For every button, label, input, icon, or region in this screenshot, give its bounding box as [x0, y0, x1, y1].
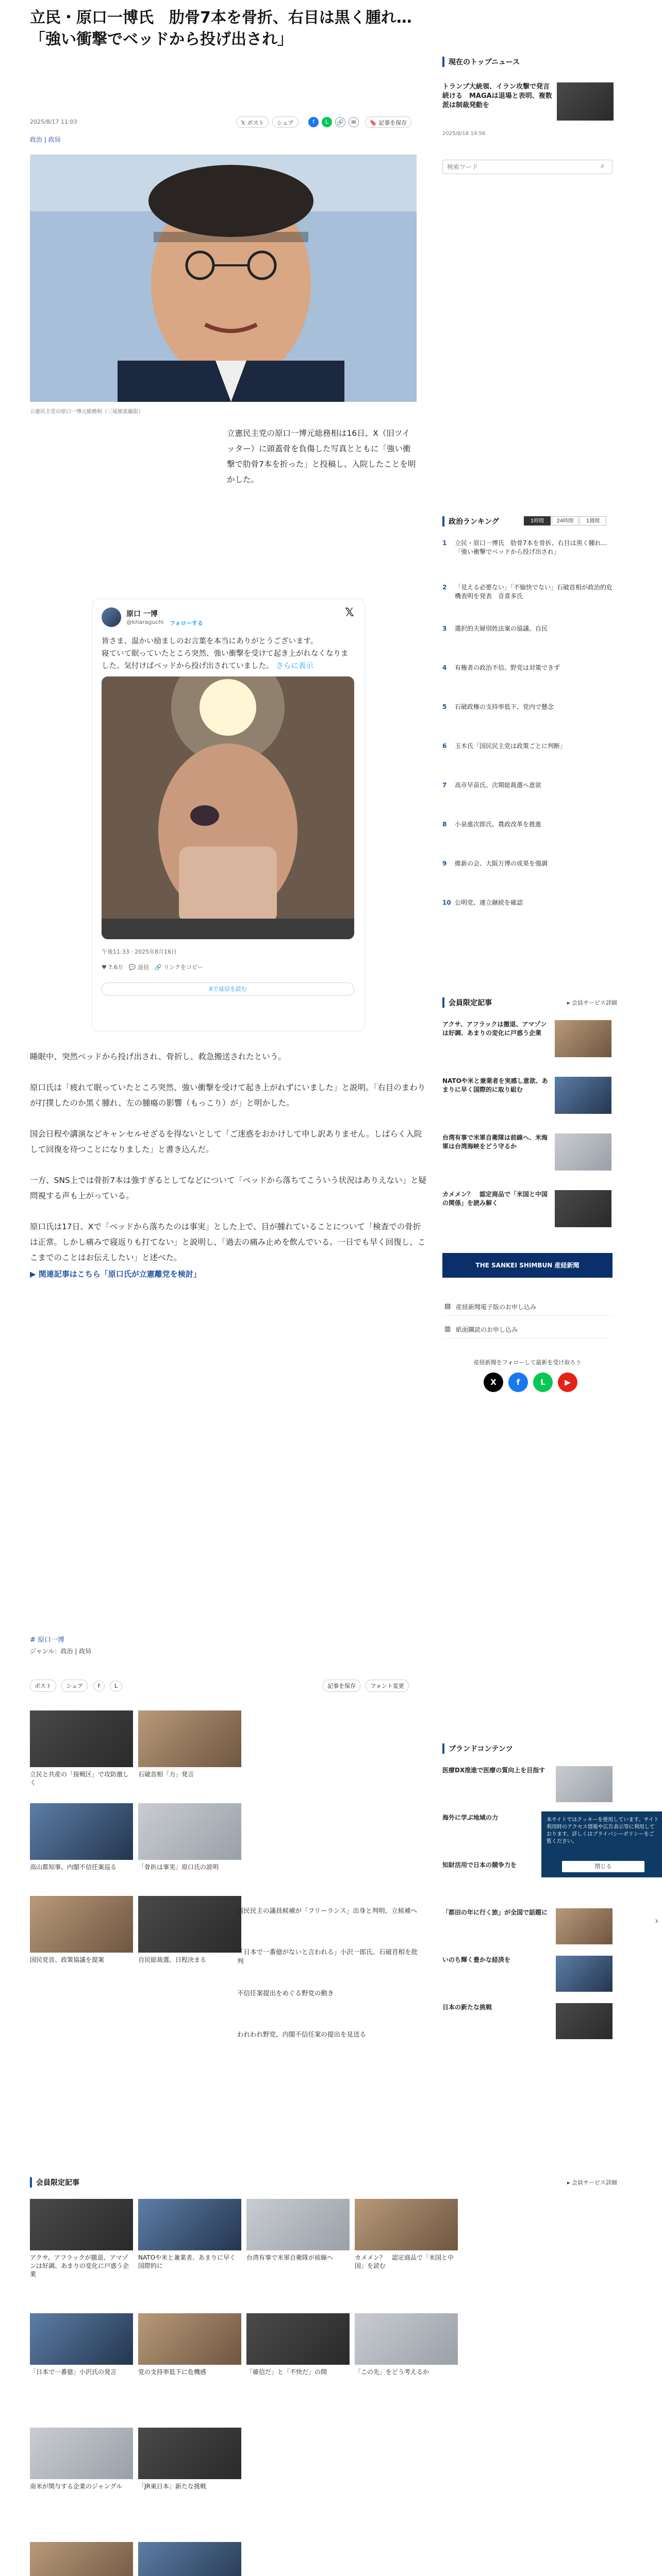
tweet-handle[interactable]: @kharaguchi — [126, 619, 164, 625]
member-article-image — [555, 1020, 611, 1057]
news-card[interactable]: 国民党首、政策協議を提案 — [30, 1896, 133, 1964]
ranking-item[interactable]: 8 小泉進次郎氏、農政改革を推進 — [442, 821, 542, 828]
member-service-link-2[interactable]: ▸ 会員サービス詳細 — [567, 2179, 618, 2186]
news-card[interactable]: 高山都知事、内閣不信任案巡る — [30, 1803, 133, 1871]
ranking-tab-1w[interactable]: 1週間 — [580, 516, 606, 526]
member-article-item[interactable]: NATOや米と兼業者を実感し意欲、あまりに早く国際的に取り組む — [442, 1077, 613, 1118]
ranking-item[interactable]: 6 玉木氏「国民民主党は政策ごとに判断」 — [442, 742, 567, 750]
sankei-banner[interactable]: THE SANKEI SHIMBUN 産経新聞 — [442, 1253, 613, 1278]
brand-content-heading: ブランドコンテンツ — [442, 1743, 513, 1754]
member-card[interactable]: 南米が関与する企業のジャングル — [30, 2428, 133, 2490]
tweet-photo[interactable] — [102, 676, 354, 939]
save-article-button[interactable]: 記事を保存 — [323, 1680, 360, 1692]
ranking-item[interactable]: 3 選択的夫婦別姓法案の協議、自民 — [442, 625, 548, 632]
member-card[interactable]: 台湾有事で米軍自衛隊が前線へ — [246, 2199, 350, 2262]
facebook-icon[interactable]: f — [308, 117, 319, 127]
line-icon[interactable]: L — [110, 1681, 122, 1691]
tweet-read-replies-button[interactable]: Xで返信を読む — [102, 982, 354, 996]
share-button[interactable]: シェア — [272, 116, 299, 128]
news-card[interactable]: 立民と共産の「接戦区」で攻防激しく — [30, 1710, 133, 1787]
save-bar — [320, 1680, 409, 1692]
member-article-image — [555, 1077, 611, 1114]
member-article-item[interactable]: アクサ、アフラックは撤退、アマゾンは好調、あまりの変化に戸惑う企業 — [442, 1020, 613, 1061]
article-tags[interactable]: 政治 | 政局 — [30, 136, 61, 143]
member-article-item[interactable]: カメメン？ 認定商品で「米国と中国の関係」を読み解く — [442, 1190, 613, 1231]
ranking-item[interactable]: 10 公明党、連立継続を確認 — [442, 899, 523, 906]
tweet-actions[interactable]: ♥ 7.6万 💬 返信 🔗 リンクをコピー — [102, 964, 203, 971]
member-card[interactable]: 党の支持率低下に危機感 — [138, 2313, 241, 2376]
tweet-time[interactable]: 午後11:33 · 2025年8月16日 — [102, 948, 177, 955]
top-news-image[interactable] — [557, 82, 614, 121]
news-card[interactable]: 石破首相「力」発言 — [138, 1710, 241, 1778]
member-articles-heading-2: 会員限定記事 — [30, 2177, 79, 2188]
line-icon[interactable]: L — [533, 1372, 553, 1392]
ranking-tab-24h[interactable]: 24時間 — [552, 516, 578, 526]
top-news-date: 2025/8/18 14:56 — [442, 131, 486, 137]
member-card[interactable]: カメメン？ 認定商品で「米国と中国」を読む — [355, 2199, 458, 2270]
photo-caption: 立憲民主党の原口一博元総務相（三尾郁恵撮影） — [30, 409, 143, 415]
ranking-item[interactable]: 7 高市早苗氏、次期総裁選へ意欲 — [442, 782, 542, 789]
member-articles-heading: 会員限定記事 — [442, 997, 492, 1008]
genre-tag[interactable]: ジャンル：政治 | 政局 — [30, 1648, 92, 1655]
post-button[interactable]: ポスト — [30, 1680, 56, 1692]
save-article-button[interactable]: 🔖 記事を保存 — [365, 116, 411, 128]
youtube-icon[interactable]: ▶ — [558, 1372, 577, 1392]
post-button[interactable]: 𝕏 ポスト — [236, 116, 269, 128]
cookie-close-button[interactable]: 閉じる — [562, 1861, 644, 1872]
author-tag[interactable]: # 原口一博 — [30, 1636, 65, 1644]
member-card[interactable]: 「JR東日本」新たな挑戦 — [138, 2428, 241, 2490]
facebook-icon[interactable]: f — [508, 1372, 528, 1392]
link-icon[interactable]: 🔗 — [335, 117, 345, 127]
font-change-button[interactable]: フォント変更 — [366, 1680, 408, 1692]
top-news-heading: 現在のトップニュース — [442, 57, 520, 67]
member-card[interactable]: 「日本で一番億」小沢氏の発言 — [30, 2313, 133, 2376]
share-button[interactable]: シェア — [61, 1680, 88, 1692]
article-meta — [30, 116, 427, 128]
tweet-follow-button[interactable]: フォローする — [170, 620, 203, 626]
member-article-image — [555, 1133, 611, 1171]
document-icon: ▤ — [444, 1302, 451, 1310]
news-card[interactable]: 「骨折は事実」原口氏の説明 — [138, 1803, 241, 1871]
main-photo — [30, 155, 417, 402]
member-card[interactable]: NATOや米と兼業者、あまりに早く国際的に — [138, 2199, 241, 2270]
follow-text: 産経新聞をフォローして最新を受け取ろう — [473, 1359, 582, 1366]
tweet-more-link[interactable]: さらに表示 — [276, 662, 313, 670]
news-list-item[interactable]: 「日本で一番億がないと言われる」小沢一郎氏、石破首相を批判 — [237, 1948, 418, 1965]
news-list-item[interactable]: 不信任案提出をめぐる野党の動き — [237, 1989, 334, 1997]
ranking-heading: 政治ランキング — [442, 516, 499, 527]
ranking-item[interactable]: 5 石破政権の支持率低下、党内で懸念 — [442, 703, 554, 710]
search-input[interactable] — [442, 160, 613, 174]
newspaper-icon: ▥ — [444, 1325, 451, 1333]
member-card[interactable] — [138, 2542, 241, 2576]
tweet-text: 皆さま、温かい励ましのお言葉を本当にありがとうございます。 寝ていて眠っていたところ突然、強い衝撃を受けて起き上がれなくなりました。気付けばベッドから投げ出されていました。 さらに表示 — [102, 637, 349, 670]
member-card[interactable] — [30, 2542, 133, 2576]
article-paragraph-1: 立憲民主党の原口一博元総務相は16日、X（旧ツイッター）に頭蓋骨を負傷した写真とともに「強い衝撃で肋骨7本を折った」と投稿し、入院したことを明かした。 — [227, 429, 416, 484]
embedded-tweet[interactable] — [92, 599, 365, 1031]
x-logo-icon[interactable]: 𝕏 — [345, 606, 354, 619]
facebook-icon[interactable]: f — [93, 1681, 105, 1691]
cookie-notice: 本サイトではクッキーを使用しています。サイト利用時のアクセス情報や広告表示等に利用しております。詳しくはプライバシーポリシーをご覧ください。 閉じる — [541, 1811, 662, 1877]
member-card[interactable]: 「この先」をどう考えるか — [355, 2313, 458, 2376]
share-bar — [30, 1680, 252, 1691]
article-paragraph-2: 睡眠中、突然ベッドから投げ出され、骨折し、救急搬送されたという。 原口氏は「疲れて眠っていたところ突然、強い衝撃を受けて起き上がれずにいました」と説明。「右目のまわりが打撲したのか黒く腫れ、左の腫瘍の影響（もっこり）が」と明かした。 国会日程や講演などキャンセルせざるを得ないとして「ご迷惑をおかけして申し訳ありません。しばらく入院して回復を待つことになりました」と書き込んだ。 一方、SNS上では骨折7本は強すぎるとしてなどについて「ベッドから落ちてこういう状況はありえない」と疑問視する声も上がっている。 原口氏は17日、Xで「ベッドから落ちたのは事実」とした上で、目が腫れていることについて「検査での骨折は正常。しかし痛みで寝返りも打てない」と説明し、「過去の痛み止めを飲んでいる。一日でも早く回復し、ここまでのことはお伝えしたい」と述べた。 — [30, 1052, 427, 1262]
paper-subscribe-link[interactable]: ▥ 紙面購読のお申し込み — [442, 1321, 613, 1338]
ranking-item[interactable]: 9 維新の会、大阪万博の成果を強調 — [442, 860, 548, 867]
member-card[interactable]: アクサ、アフラックが撤退、アマゾンは好調、あまりの変化に戸惑う企業 — [30, 2199, 133, 2278]
news-card[interactable]: 自民総裁選、日程決まる — [138, 1896, 241, 1964]
member-card[interactable]: 「確信だ」と「不快だ」の間 — [246, 2313, 350, 2376]
search-icon[interactable]: ⌕ — [601, 162, 605, 170]
related-article-link[interactable]: ▶ 関連記事はこちら「原口氏が立憲離党を検討」 — [30, 1269, 201, 1279]
member-article-item[interactable]: 台湾有事で米軍自衛隊は前線へ、米海軍は台湾海峡をどう守るか — [442, 1133, 613, 1175]
digital-subscribe-link[interactable]: ▤ 産経新聞電子版のお申し込み — [442, 1298, 613, 1316]
top-news-title[interactable]: トランプ大統領、イラン攻撃で発言続ける MAGAは退場と表明、複数派は制裁発動を — [442, 83, 552, 109]
tweet-avatar[interactable] — [102, 607, 121, 627]
x-icon[interactable]: X — [484, 1372, 503, 1392]
ranking-tab-1h[interactable]: 1時間 — [524, 516, 551, 526]
news-list-item[interactable]: 国民民主の議員候補が「フリーランス」出身と判明、立候補へ — [237, 1907, 418, 1914]
member-service-link[interactable]: ▸ 会員サービス詳細 — [567, 999, 618, 1006]
chevron-right-icon[interactable]: › — [655, 1916, 659, 1926]
ranking-item[interactable]: 4 有権者の政治不信、野党は対策できず — [442, 664, 560, 671]
member-article-image — [555, 1190, 611, 1227]
mail-icon[interactable]: ✉ — [349, 117, 359, 127]
ranking-item[interactable]: 1 立民・原口一博氏 肋骨7本を骨折、右目は黒く腫れ…「強い衝撃でベッドから投げ出され」 — [442, 539, 607, 555]
line-icon[interactable]: L — [322, 117, 332, 127]
article-date: 2025/8/17 11:03 — [30, 118, 77, 125]
article-headline: 立民・原口一博氏 肋骨7本を骨折、右目は黒く腫れ…「強い衝撃でベッドから投げ出され」 — [30, 9, 412, 48]
news-list-item[interactable]: われわれ野党、内閣不信任案の提出を見送る — [237, 2030, 367, 2038]
ranking-item[interactable]: 2 「見える必要ない」「不愉快でない」石破首相が政治的危機表明を発表 音喜多氏 — [442, 584, 613, 600]
tweet-author-name[interactable]: 原口 一博 — [126, 610, 158, 618]
